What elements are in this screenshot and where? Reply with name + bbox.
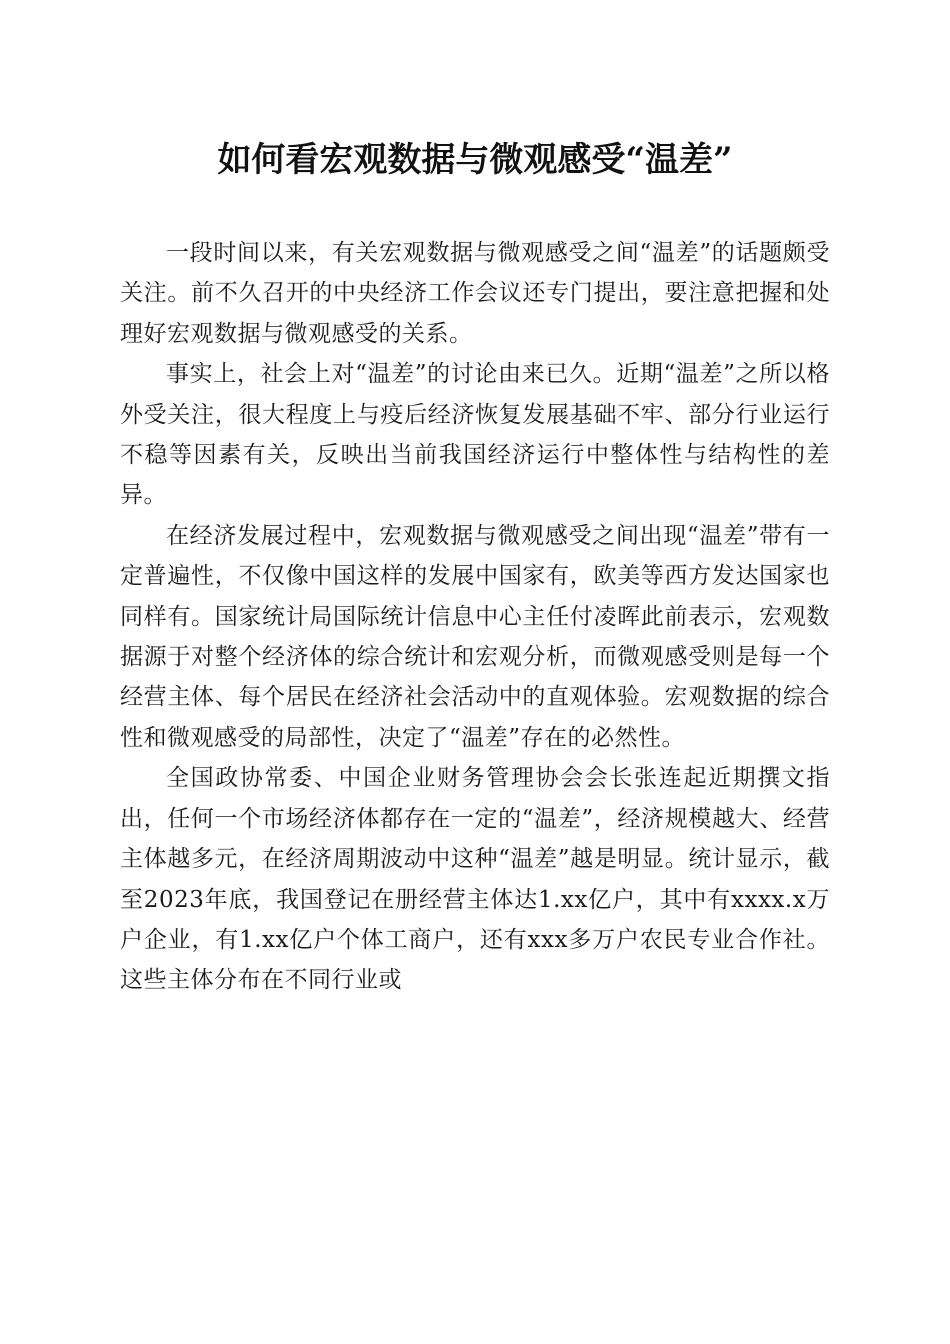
paragraph: 在经济发展过程中，宏观数据与微观感受之间出现“温差”带有一定普遍性，不仅像中国这样的发展中国家有，欧美等西方发达国家也同样有。国家统计局国际统计信息中心主任付凌晖此前表示，宏观数据源于对整个经济体的综合统计和宏观分析，而微观感受则是每一个经营主体、每个居民在经济社会活动中的直观体验。宏观数据的综合性和微观感受的局部性，决定了“温差”存在的必然性。 [120, 522, 830, 751]
paragraph: 事实上，社会上对“温差”的讨论由来已久。近期“温差”之所以格外受关注，很大程度上与疫后经济恢复发展基础不牢、部分行业运行不稳等因素有关，反映出当前我国经济运行中整体性与结构性的差异。 [120, 361, 830, 509]
paragraph: 全国政协常委、中国企业财务管理协会会长张连起近期撰文指出，任何一个市场经济体都存在一定的“温差”，经济规模越大、经营主体越多元，在经济周期波动中这种“温差”越是明显。统计显示，截至2023年底，我国登记在册经营主体达1.xx亿户，其中有xxxx.x万户企业，有1.xx亿户个体工商户，还有xxx多万户农民专业合作社。这些主体分布在不同行业或 [120, 765, 830, 994]
document-title: 如何看宏观数据与微观感受“温差” [217, 140, 733, 180]
document-body [120, 233, 830, 1001]
paragraph: 一段时间以来，有关宏观数据与微观感受之间“温差”的话题颇受关注。前不久召开的中央经济工作会议还专门提出，要注意把握和处理好宏观数据与微观感受的关系。 [120, 240, 830, 347]
